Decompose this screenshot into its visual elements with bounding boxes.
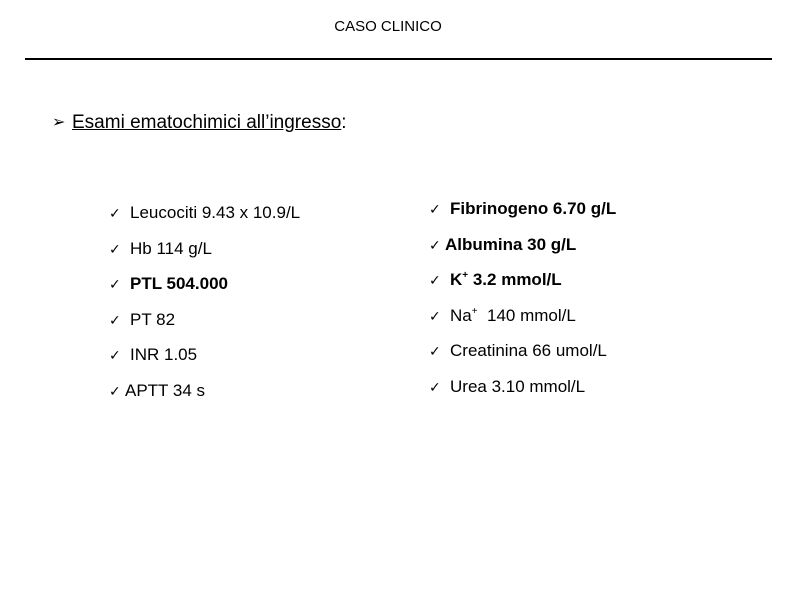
check-icon: ✓ [429,308,441,325]
check-icon: ✓ [429,344,441,361]
lab-value: PTL 504.000 [130,274,228,294]
lab-value: Albumina 30 g/L [445,234,577,254]
list-item [429,377,616,413]
check-icon: ✓ [109,312,121,329]
check-icon: ✓ [429,237,441,254]
lab-value: INR 1.05 [130,345,198,365]
list-item [109,381,300,417]
list-item [109,239,300,275]
list-item [429,199,616,235]
title-divider [25,58,772,60]
section-colon: : [341,112,347,133]
lab-value: Urea 3.10 mmol/L [450,376,586,396]
check-icon: ✓ [109,348,121,365]
check-icon: ✓ [109,277,121,294]
section-header [52,112,347,134]
lab-value-rest: 3.2 mmol/L [468,270,562,290]
list-item [429,235,616,271]
list-item [429,306,616,342]
superscript-charge: + [471,305,478,317]
section-heading: Esami ematochimici all’ingresso [72,112,342,133]
list-item [109,203,300,239]
check-icon: ✓ [109,383,121,400]
lab-values-right [429,199,616,413]
lab-value-rest: 140 mmol/L [477,305,576,325]
check-icon: ✓ [429,379,441,396]
lab-value: K [450,270,463,290]
slide-title: CASO CLINICO [334,18,442,35]
lab-values-left [109,203,300,417]
list-item [429,341,616,377]
lab-value: Creatinina 66 umol/L [450,341,607,361]
check-icon: ✓ [429,273,441,290]
list-item [109,345,300,381]
list-item [109,310,300,346]
list-item [109,274,300,310]
list-item [429,270,616,306]
arrow-bullet-icon: ➢ [52,112,66,131]
lab-value: APTT 34 s [125,380,205,400]
check-icon: ✓ [109,241,121,258]
check-icon: ✓ [109,206,121,222]
superscript-charge: + [462,270,469,282]
lab-value: Leucociti 9.43 x 10.9/L [130,203,301,222]
lab-value: Fibrinogeno 6.70 g/L [450,199,617,218]
check-icon: ✓ [429,202,441,218]
lab-value: Na [450,305,472,325]
lab-value: PT 82 [130,309,176,329]
lab-value: Hb 114 g/L [130,238,212,258]
